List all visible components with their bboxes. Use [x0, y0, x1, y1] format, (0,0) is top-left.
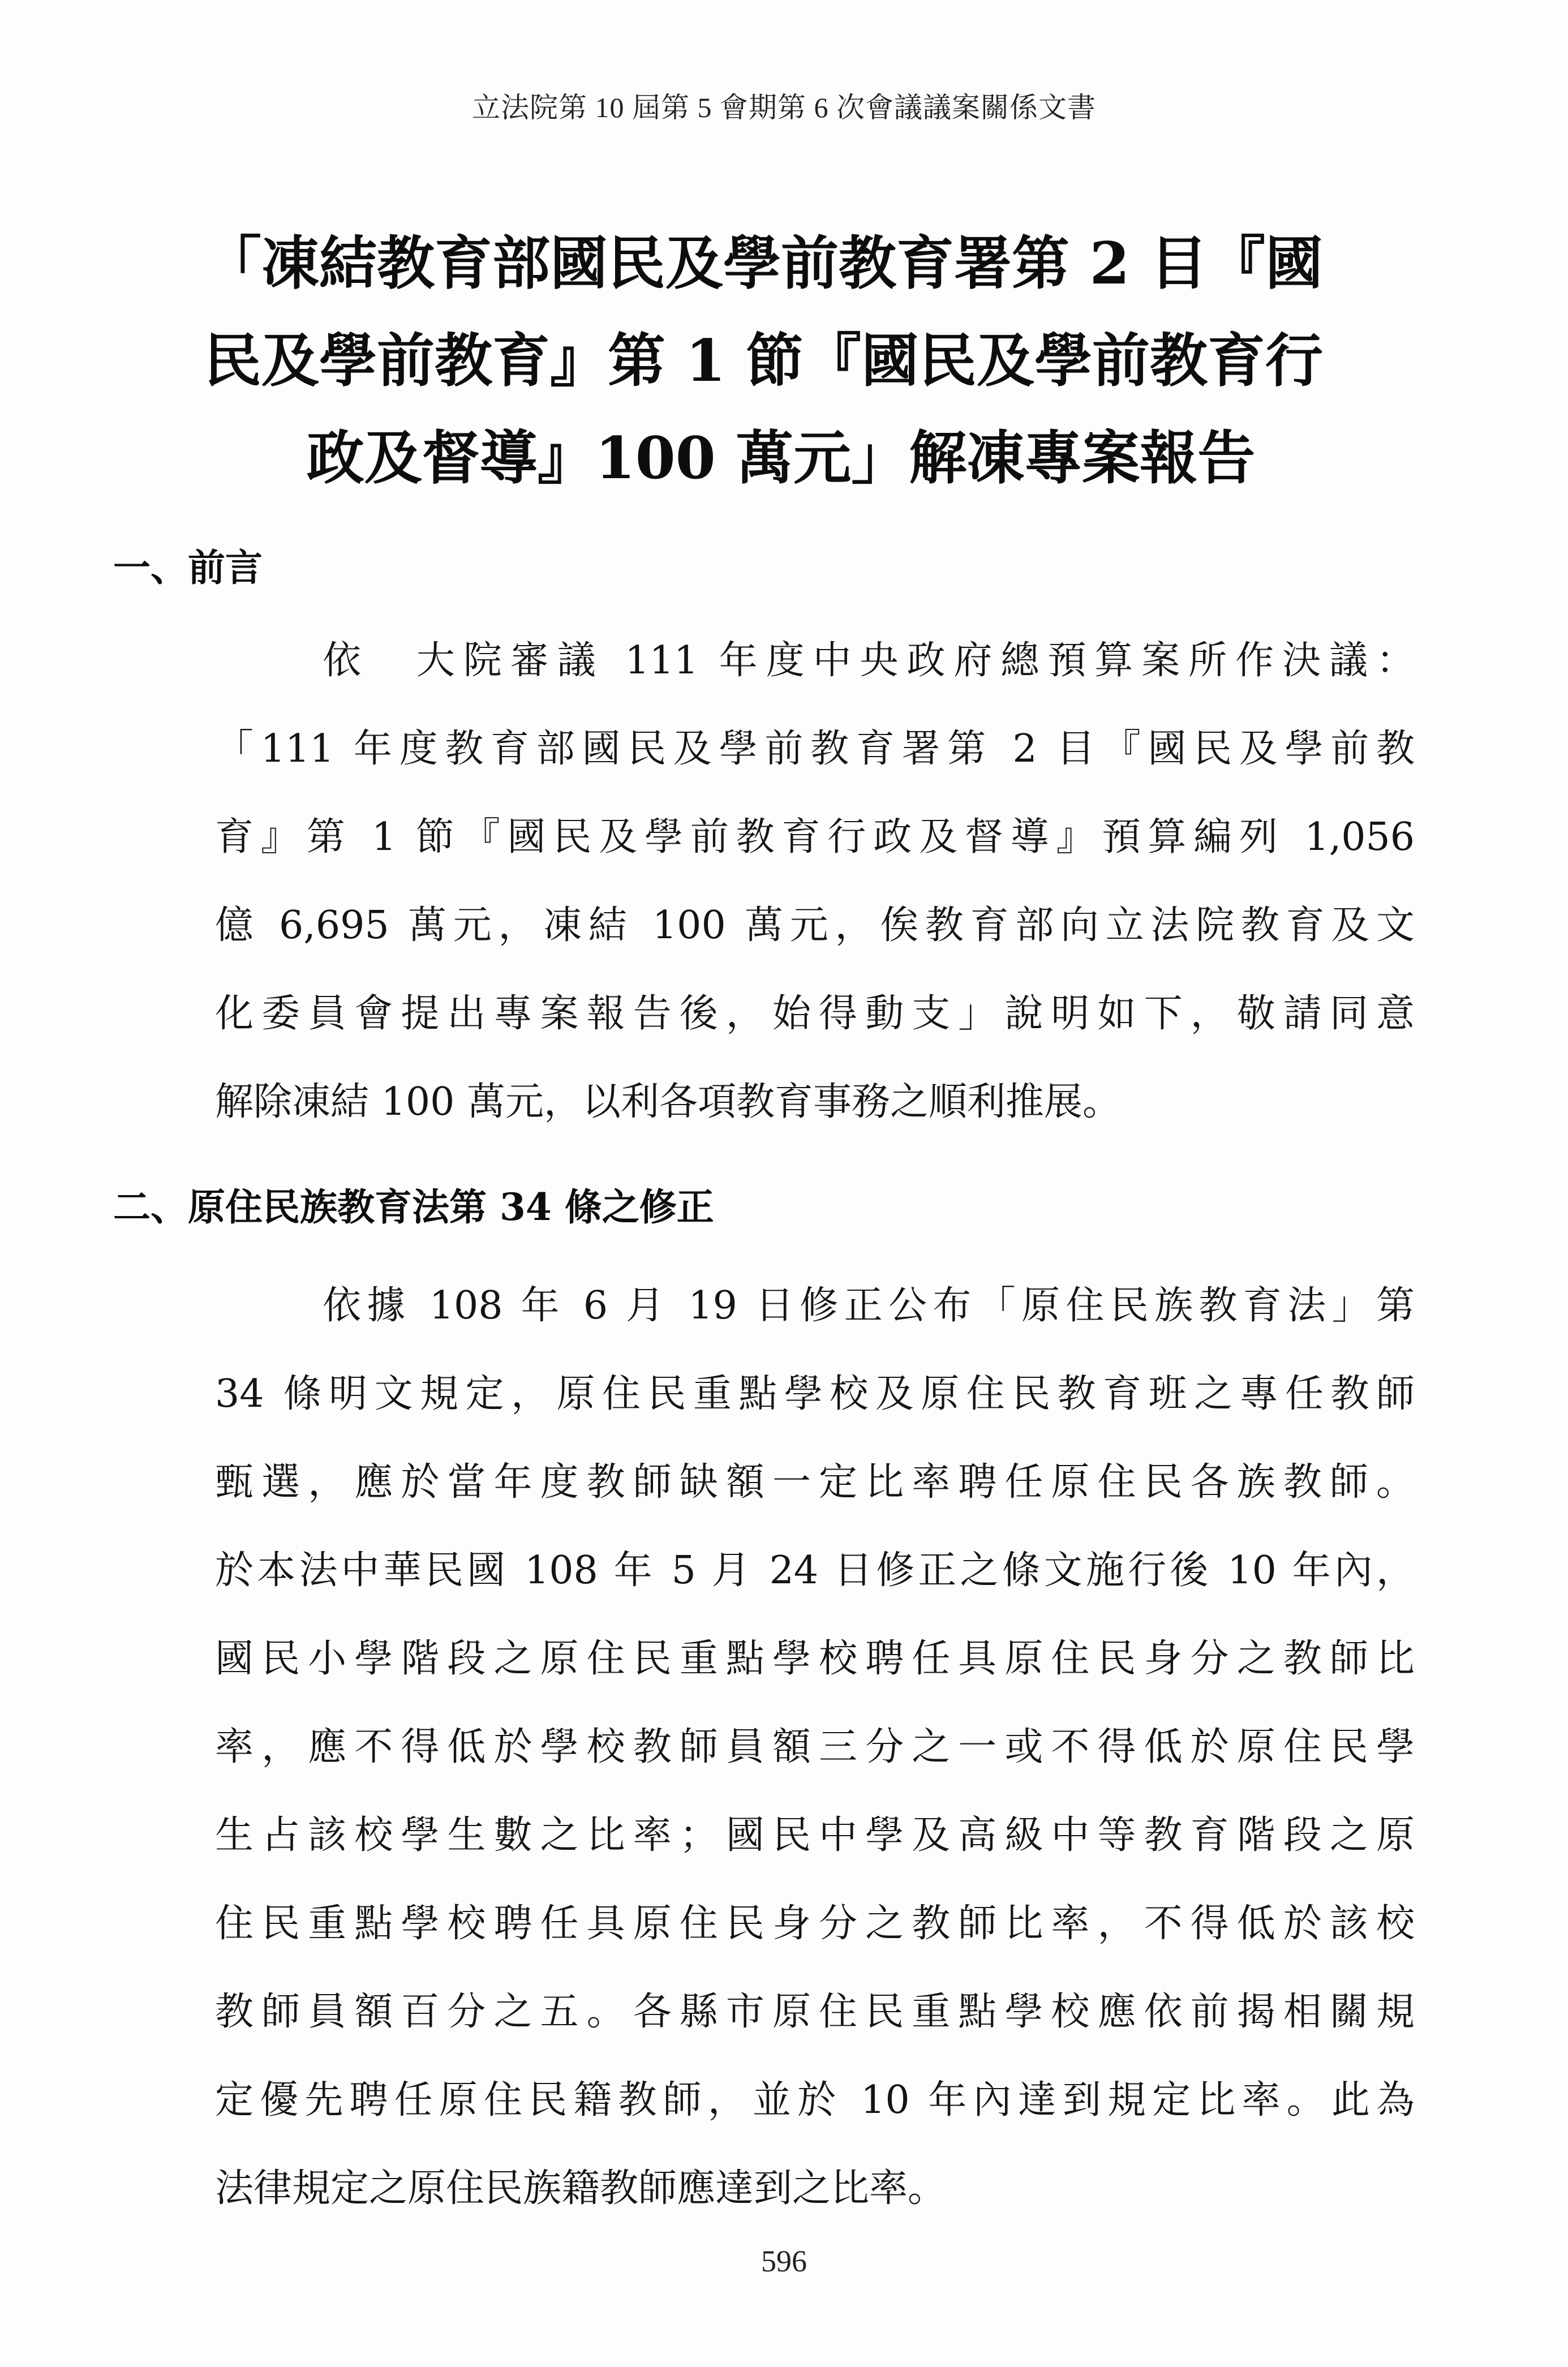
paragraph-law-amendment [215, 1262, 1415, 2233]
paragraph-line: 依據 108 年 6 月 19 日修正公布「原住民族教育法」第 [323, 1283, 1415, 1328]
paragraph-line: 億 6,695 萬元，凍結 100 萬元，俟教育部向立法院教育及文 [215, 903, 1415, 948]
paragraph-line: 解除凍結 100 萬元，以利各項教育事務之順利推展。 [215, 1080, 1122, 1124]
paragraph-line: 化委員會提出專案報告後，始得動支」說明如下，敬請同意 [215, 991, 1415, 1036]
paragraph-line: 「111 年度教育部國民及學前教育署第 2 目『國民及學前教 [215, 727, 1415, 771]
paragraph-line: 甄選，應於當年度教師缺額一定比率聘任原住民各族教師。 [215, 1460, 1415, 1505]
paragraph-line: 法律規定之原住民族籍教師應達到之比率。 [215, 2166, 947, 2211]
report-title [204, 215, 1392, 507]
title-line: 「凍結教育部國民及學前教育署第 2 目『國 [204, 230, 1323, 298]
section-heading-law-amendment: 二、原住民族教育法第 34 條之修正 [113, 1185, 714, 1229]
paragraph-line: 34 條明文規定，原住民重點學校及原住民教育班之專任教師 [215, 1372, 1415, 1416]
paragraph-line: 生占該校學生數之比率；國民中學及高級中等教育階段之原 [215, 1813, 1415, 1858]
paragraph-line: 住民重點學校聘任具原住民身分之教師比率，不得低於該校 [215, 1901, 1415, 1946]
paragraph-line: 育』第 1 節『國民及學前教育行政及督導』預算編列 1,056 [215, 815, 1415, 860]
section-heading-introduction: 一、前言 [113, 545, 263, 590]
paragraph-line: 於本法中華民國 108 年 5 月 24 日修正之條文施行後 10 年內， [215, 1548, 1415, 1593]
title-line: 政及督導』100 萬元」解凍專案報告 [306, 424, 1256, 492]
paragraph-line: 教師員額百分之五。各縣市原住民重點學校應依前揭相關規 [215, 1990, 1415, 2034]
page-number: 596 [761, 2244, 807, 2278]
paragraph-line: 率，應不得低於學校教師員額三分之一或不得低於原住民學 [215, 1725, 1415, 1769]
paragraph-line: 定優先聘任原住民籍教師，並於 10 年內達到規定比率。此為 [215, 2078, 1415, 2123]
paragraph-introduction [215, 617, 1415, 1146]
paragraph-line: 依 大院審議 111 年度中央政府總預算案所作決議： [323, 638, 1415, 683]
paragraph-line: 國民小學階段之原住民重點學校聘任具原住民身分之教師比 [215, 1636, 1415, 1681]
title-line: 民及學前教育』第 1 節『國民及學前教育行 [204, 327, 1323, 395]
running-header: 立法院第 10 屆第 5 會期第 6 次會議議案關係文書 [472, 92, 1096, 123]
